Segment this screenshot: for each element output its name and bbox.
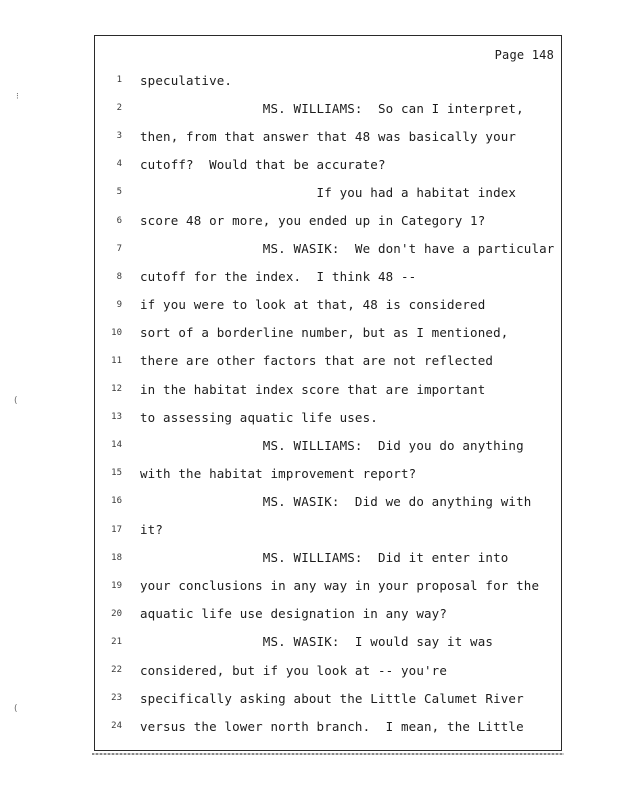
transcript-line bbox=[100, 178, 558, 206]
line-number: 7 bbox=[116, 243, 122, 254]
line-text: MS. WILLIAMS: Did it enter into bbox=[140, 550, 509, 566]
line-number: 5 bbox=[116, 187, 122, 198]
line-text: MS. WASIK: I would say it was bbox=[140, 634, 494, 650]
line-number: 10 bbox=[111, 327, 122, 338]
transcript-line bbox=[100, 291, 558, 319]
transcript-line bbox=[100, 66, 558, 94]
margin-mark: ( bbox=[14, 704, 18, 714]
transcript-line bbox=[100, 572, 558, 600]
line-number: 24 bbox=[111, 721, 122, 732]
transcript-body bbox=[100, 66, 558, 740]
line-number: 3 bbox=[116, 131, 122, 142]
line-text: cutoff? Would that be accurate? bbox=[140, 156, 386, 172]
line-text: score 48 or more, you ended up in Category 1? bbox=[140, 213, 486, 229]
line-text: cutoff for the index. I think 48 -- bbox=[140, 269, 417, 285]
line-number: 23 bbox=[111, 693, 122, 704]
line-number: 15 bbox=[111, 468, 122, 479]
transcript-line bbox=[100, 431, 558, 459]
transcript-line bbox=[100, 122, 558, 150]
transcript-line bbox=[100, 263, 558, 291]
line-text: it? bbox=[140, 522, 164, 538]
transcript-line bbox=[100, 403, 558, 431]
transcript-line bbox=[100, 487, 558, 515]
line-number: 12 bbox=[111, 384, 122, 395]
line-number: 2 bbox=[116, 103, 122, 114]
transcript-line bbox=[100, 628, 558, 656]
transcript-line bbox=[100, 94, 558, 122]
line-text: there are other factors that are not reflected bbox=[140, 353, 494, 369]
line-text: then, from that answer that 48 was basically your bbox=[140, 128, 517, 144]
line-text: speculative. bbox=[140, 72, 233, 88]
transcript-line bbox=[100, 600, 558, 628]
transcript-line bbox=[100, 235, 558, 263]
transcript-line bbox=[100, 544, 558, 572]
transcript-line bbox=[100, 347, 558, 375]
line-number: 13 bbox=[111, 412, 122, 423]
line-number: 18 bbox=[111, 552, 122, 563]
margin-mark: ( bbox=[14, 396, 18, 406]
line-text: sort of a borderline number, but as I mentioned, bbox=[140, 325, 509, 341]
line-text: versus the lower north branch. I mean, the Little bbox=[140, 718, 524, 734]
line-number: 19 bbox=[111, 580, 122, 591]
line-text: If you had a habitat index bbox=[140, 184, 517, 200]
line-number: 8 bbox=[116, 271, 122, 282]
transcript-line bbox=[100, 206, 558, 234]
line-number: 14 bbox=[111, 440, 122, 451]
transcript-line bbox=[100, 319, 558, 347]
line-text: MS. WILLIAMS: Did you do anything bbox=[140, 437, 524, 453]
line-text: aquatic life use designation in any way? bbox=[140, 606, 448, 622]
transcript-line bbox=[100, 375, 558, 403]
line-number: 16 bbox=[111, 496, 122, 507]
line-number: 20 bbox=[111, 608, 122, 619]
line-number: 11 bbox=[111, 355, 122, 366]
line-number: 17 bbox=[111, 524, 122, 535]
transcript-line bbox=[100, 459, 558, 487]
line-text: your conclusions in any way in your proposal for the bbox=[140, 578, 540, 594]
line-text: in the habitat index score that are important bbox=[140, 381, 486, 397]
transcript-line bbox=[100, 684, 558, 712]
line-number: 1 bbox=[116, 75, 122, 86]
line-number: 9 bbox=[116, 299, 122, 310]
line-number: 6 bbox=[116, 215, 122, 226]
line-text: if you were to look at that, 48 is considered bbox=[140, 297, 486, 313]
line-text: MS. WASIK: Did we do anything with bbox=[140, 493, 532, 509]
line-text: to assessing aquatic life uses. bbox=[140, 409, 378, 425]
line-text: considered, but if you look at -- you're bbox=[140, 662, 448, 678]
transcript-line bbox=[100, 712, 558, 740]
transcript-line bbox=[100, 656, 558, 684]
line-text: MS. WASIK: We don't have a particular bbox=[140, 241, 555, 257]
line-number: 4 bbox=[116, 159, 122, 170]
line-number: 21 bbox=[111, 636, 122, 647]
frame-bottom-edge bbox=[92, 753, 564, 755]
line-text: with the habitat improvement report? bbox=[140, 465, 417, 481]
transcript-line bbox=[100, 150, 558, 178]
line-number: 22 bbox=[111, 665, 122, 676]
line-text: MS. WILLIAMS: So can I interpret, bbox=[140, 100, 524, 116]
margin-mark: ⁝ bbox=[16, 92, 19, 102]
page-number: Page 148 bbox=[494, 48, 554, 62]
line-text: specifically asking about the Little Calumet River bbox=[140, 690, 524, 706]
transcript-line bbox=[100, 516, 558, 544]
